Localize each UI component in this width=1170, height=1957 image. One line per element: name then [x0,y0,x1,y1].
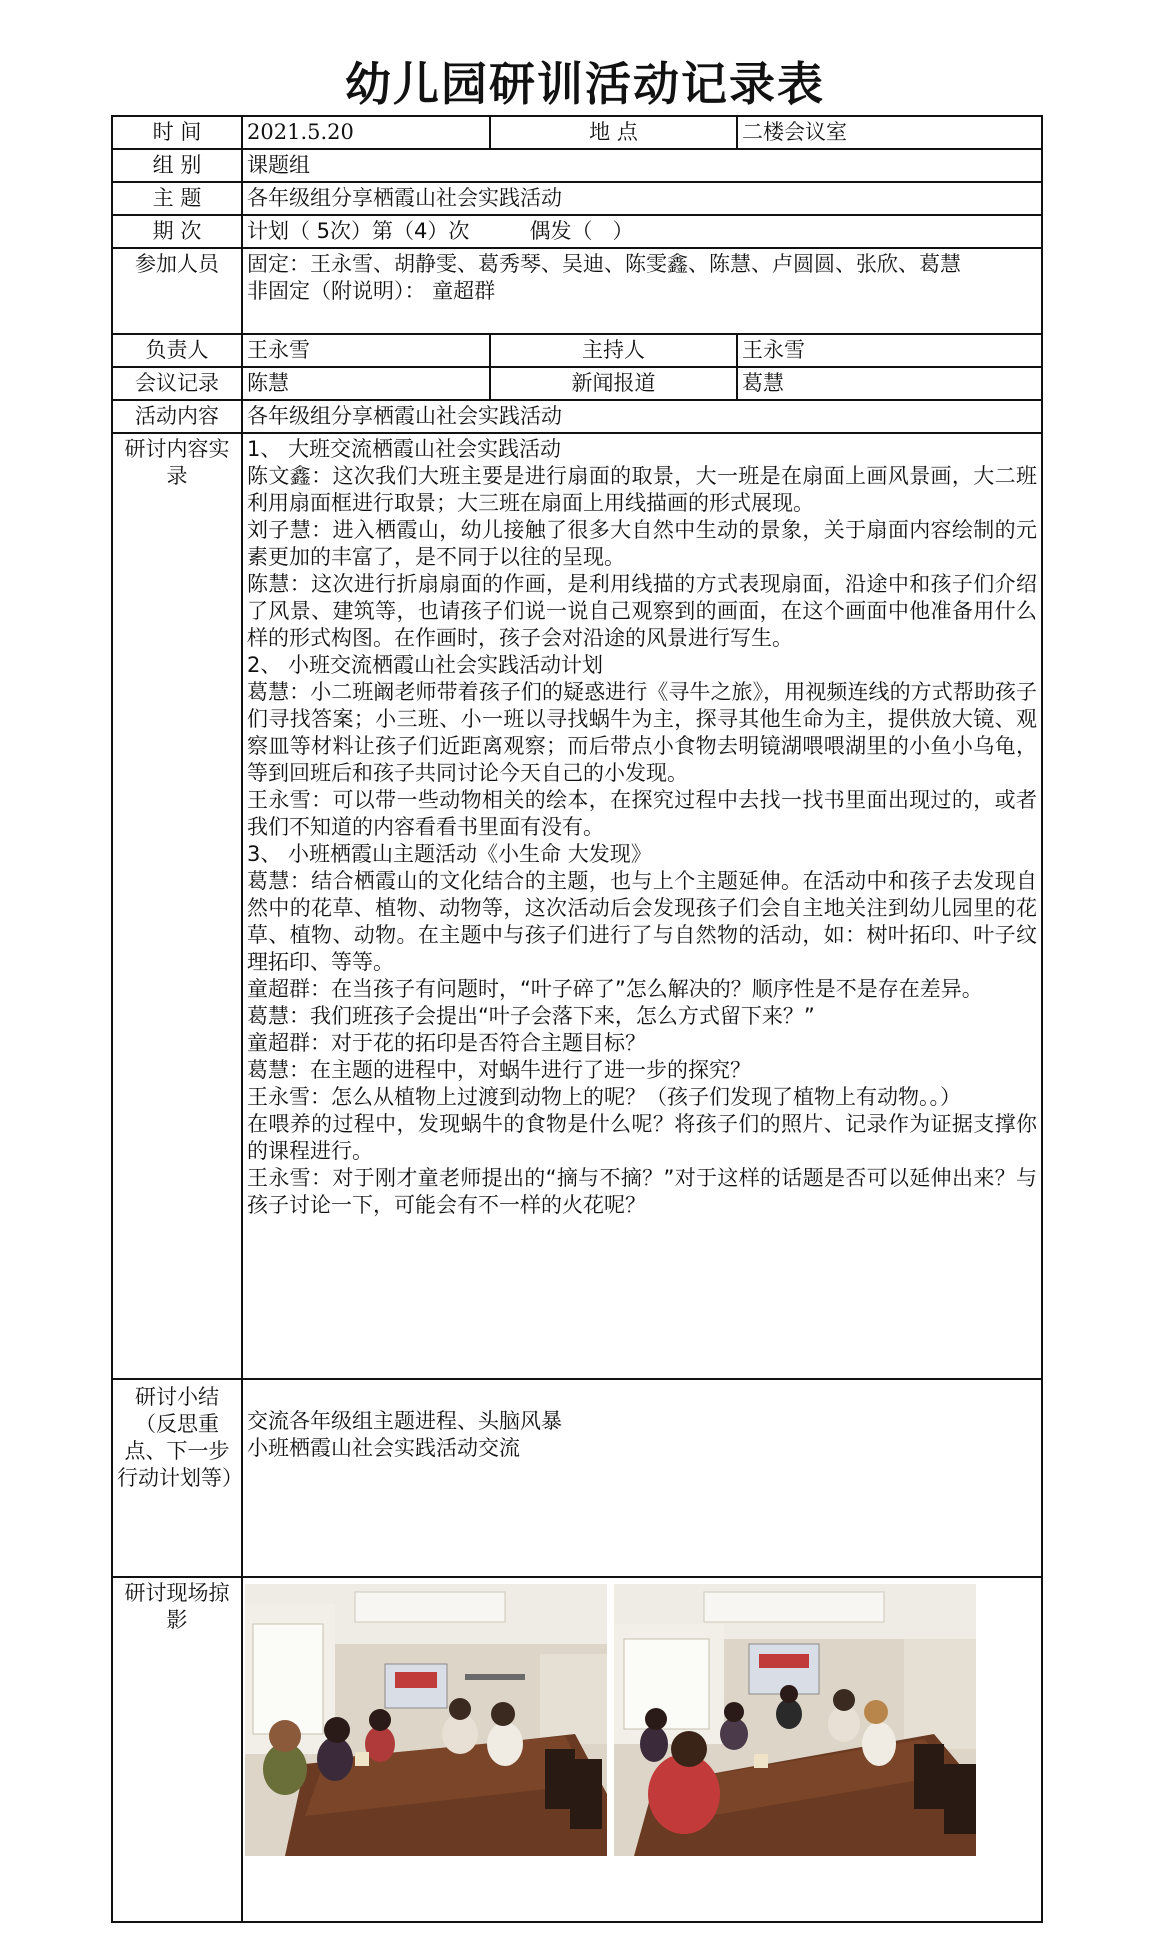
participants-nonfixed: 非固定（附说明）： 童超群 [247,279,496,303]
row-group [112,149,1042,182]
meeting-photo-1 [245,1584,607,1856]
discussion-item: 陈文鑫：这次我们大班主要是进行扇面的取景，大一班是在扇面上画风景画，大二班利用扇面框进行取景；大三班在扇面上用线描画的形式展现。 [247,464,1037,515]
discussion-item: 葛慧：结合栖霞山的文化结合的主题，也与上个主题延伸。在活动中和孩子去发现自然中的花草、植物、动物等，这次活动后会发现孩子们会自主地关注到幼儿园里的花草、植物、动物。在主题中与孩子们进行了与自然物的活动，如：树叶拓印、叶子纹理拓印、等等。 [247,869,1037,974]
discussion-item: 童超群：对于花的拓印是否符合主题目标？ [247,1031,646,1055]
minutes-label: 会议记录 [112,367,242,400]
photos-label: 研讨现场掠影 [112,1577,242,1922]
discussion-item: 王永雪：对于刚才童老师提出的“摘与不摘？”对于这样的话题是否可以延伸出来？与孩子讨论一下，可能会有不一样的火花呢？ [247,1166,1037,1217]
period-value: 计划（ 5次）第（4）次 偶发（ ） [242,215,1042,248]
lead-value: 王永雪 [242,334,490,367]
discussion-item: 葛慧：在主题的进程中，对蜗牛进行了进一步的探究？ [247,1058,751,1082]
discussion-item: 葛慧：我们班孩子会提出“叶子会落下来，怎么方式留下来？” [247,1004,815,1028]
period-label: 期 次 [112,215,242,248]
summary-body [242,1379,1042,1577]
discussion-item: 1、 大班交流栖霞山社会实践活动 [247,437,562,461]
meeting-photo-1-image [245,1584,607,1856]
host-label: 主持人 [490,334,737,367]
minutes-value: 陈慧 [242,367,490,400]
row-discussion [112,433,1042,1379]
meeting-photo-2-image [614,1584,976,1856]
discussion-item: 童超群：在当孩子有问题时，“叶子碎了”怎么解决的？顺序性是不是存在差异。 [247,977,983,1001]
discussion-item: 在喂养的过程中，发现蜗牛的食物是什么呢？将孩子们的照片、记录作为证据支撑你的课程进行。 [247,1112,1037,1163]
discussion-item: 王永雪：怎么从植物上过渡到动物上的呢？（孩子们发现了植物上有动物。。） [247,1085,961,1109]
group-label: 组 别 [112,149,242,182]
discussion-item: 3、 小班栖霞山主题活动《小生命 大发现》 [247,842,652,866]
row-summary [112,1379,1042,1577]
row-photos [112,1577,1042,1922]
discussion-body [242,433,1042,1379]
row-lead [112,334,1042,367]
topic-value: 各年级组分享栖霞山社会实践活动 [242,182,1042,215]
time-label: 时 间 [112,116,242,149]
discussion-item: 陈慧：这次进行折扇扇面的作画，是利用线描的方式表现扇面，沿途中和孩子们介绍了风景、建筑等，也请孩子们说一说自己观察到的画面，在这个画面中他准备用什么样的形式构图。在作画时，孩子会对沿途的风景进行写生。 [247,572,1037,650]
lead-label: 负责人 [112,334,242,367]
row-topic [112,182,1042,215]
row-time [112,116,1042,149]
meeting-photo-2 [614,1584,976,1856]
news-label: 新闻报道 [490,367,737,400]
participants-fixed: 固定：王永雪、胡静雯、葛秀琴、吴迪、陈雯鑫、陈慧、卢圆圆、张欣、葛慧 [247,252,961,276]
time-value: 2021.5.20 [242,116,490,149]
discussion-item: 2、 小班交流栖霞山社会实践活动计划 [247,653,604,677]
page-title: 幼儿园研训活动记录表 [345,57,825,111]
row-record [112,367,1042,400]
group-value: 课题组 [242,149,1042,182]
row-participants [112,248,1042,334]
location-value: 二楼会议室 [737,116,1042,149]
photo-gallery [245,1581,1039,1856]
discussion-item: 王永雪：可以带一些动物相关的绘本，在探究过程中去找一找书里面出现过的，或者我们不知道的内容看看书里面有没有。 [247,788,1037,839]
row-content [112,400,1042,433]
discussion-item: 刘子慧：进入栖霞山，幼儿接触了很多大自然中生动的景象，关于扇面内容绘制的元素更加的丰富了，是不同于以往的呈现。 [247,518,1037,569]
photos-cell [242,1577,1042,1922]
location-label: 地 点 [490,116,737,149]
discussion-item: 葛慧：小二班阚老师带着孩子们的疑惑进行《寻牛之旅》，用视频连线的方式帮助孩子们寻找答案；小三班、小一班以寻找蜗牛为主，探寻其他生命为主，提供放大镜、观察皿等材料让孩子们近距离观察；而后带点小食物去明镜湖喂喂湖里的小鱼小乌龟，等到回班后和孩子共同讨论今天自己的小发现。 [247,680,1037,785]
host-value: 王永雪 [737,334,1042,367]
topic-label: 主 题 [112,182,242,215]
summary-line: 小班栖霞山社会实践活动交流 [247,1436,520,1460]
discussion-label: 研讨内容实录 [112,433,242,1379]
record-table [111,115,1043,1923]
content-value: 各年级组分享栖霞山社会实践活动 [242,400,1042,433]
row-period [112,215,1042,248]
participants-label: 参加人员 [112,248,242,334]
participants-value [242,248,1042,334]
news-value: 葛慧 [737,367,1042,400]
content-label: 活动内容 [112,400,242,433]
summary-line: 交流各年级组主题进程、头脑风暴 [247,1409,562,1433]
summary-label: 研讨小结（反思重点、下一步行动计划等） [112,1379,242,1577]
